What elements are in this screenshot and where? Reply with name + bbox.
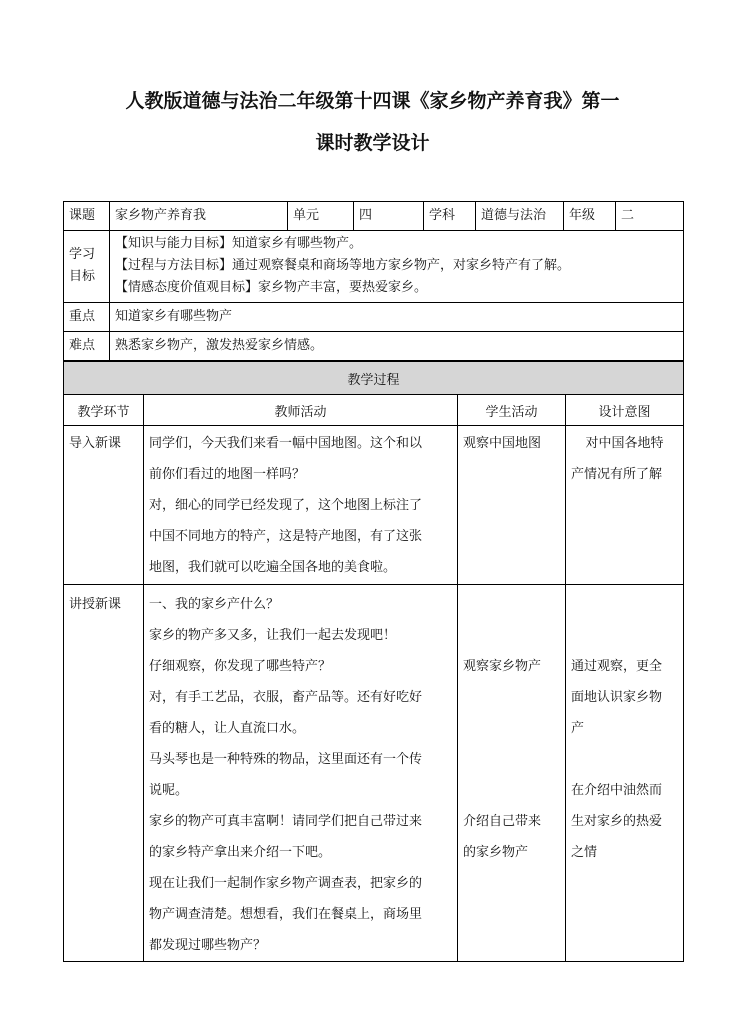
intent-line: 在介绍中油然而 (571, 783, 663, 798)
teacher-line: 前你们看过的地图一样吗？ (149, 467, 306, 482)
student-line: 的家乡物产 (463, 845, 529, 860)
teacher-new-lesson (144, 585, 458, 962)
unit-label: 单元 (288, 202, 354, 231)
difficulty-label: 难点 (64, 332, 110, 361)
grade-label: 年级 (564, 202, 616, 231)
intent-line: 对中国各地特 (585, 436, 664, 451)
teacher-line: 马头琴也是一种特殊的物品，这里面还有一个传 (149, 752, 423, 767)
intent-intro (566, 426, 684, 585)
intent-line: 产 (571, 721, 585, 736)
student-intro (458, 426, 566, 585)
key-point-label: 重点 (64, 303, 110, 332)
teacher-line: 一、我的家乡产什么？ (149, 597, 280, 612)
stage-intro-label: 导入新课 (69, 436, 122, 451)
intent-line: 面地认识家乡物 (571, 690, 663, 705)
topic-label: 课题 (64, 202, 110, 231)
intent-new-lesson (566, 585, 684, 962)
grade-value: 二 (616, 202, 684, 231)
document-title-line1: 人教版道德与法治二年级第十四课《家乡物产养育我》第一 (125, 90, 620, 112)
goals-label (64, 231, 110, 303)
intent-line: 产情况有所了解 (571, 467, 663, 482)
stage-new-lesson (64, 585, 144, 962)
goal-process: 【过程与方法目标】通过观察餐桌和商场等地方家乡物产，对家乡特产有了解。 (115, 258, 571, 273)
stage-intro (64, 426, 144, 585)
goals-content (110, 231, 684, 303)
header-intent: 设计意图 (566, 395, 684, 426)
teacher-line: 家乡的物产多又多，让我们一起去发现吧！ (149, 628, 397, 643)
teacher-line: 的家乡特产拿出来介绍一下吧。 (149, 845, 332, 860)
teacher-line: 对，有手工艺品，衣服，畜产品等。还有好吃好 (149, 690, 423, 705)
header-stage: 教学环节 (64, 395, 144, 426)
lesson-info-table (63, 201, 684, 361)
process-section-title: 教学过程 (64, 362, 684, 395)
student-line: 观察家乡物产 (463, 659, 542, 674)
student-line: 观察中国地图 (463, 436, 542, 451)
student-new-lesson (458, 585, 566, 962)
difficulty-value: 熟悉家乡物产，激发热爱家乡情感。 (110, 332, 684, 361)
subject-label: 学科 (424, 202, 476, 231)
teacher-intro (144, 426, 458, 585)
teacher-line: 都发现过哪些物产？ (149, 938, 267, 953)
teacher-line: 中国不同地方的特产，这是特产地图，有了这张 (149, 529, 423, 544)
header-student: 学生活动 (458, 395, 566, 426)
teacher-line: 现在让我们一起制作家乡物产调查表，把家乡的 (149, 876, 423, 891)
teacher-line: 家乡的物产可真丰富啊！请同学们把自己带过来 (149, 814, 423, 829)
teacher-line: 物产调查清楚。想想看，我们在餐桌上，商场里 (149, 907, 423, 922)
teacher-line: 说呢。 (149, 783, 189, 798)
teacher-line: 仔细观察，你发现了哪些特产？ (149, 659, 332, 674)
intent-line: 之情 (571, 845, 598, 860)
teacher-line: 同学们，今天我们来看一幅中国地图。这个和以 (149, 436, 423, 451)
teacher-line: 对，细心的同学已经发现了，这个地图上标注了 (149, 498, 423, 513)
document-title-line2: 课时教学设计 (315, 132, 430, 154)
header-teacher: 教师活动 (144, 395, 458, 426)
student-line: 介绍自己带来 (463, 814, 542, 829)
unit-value: 四 (354, 202, 424, 231)
teaching-process-table (63, 361, 684, 962)
intent-line: 通过观察，更全 (571, 659, 663, 674)
topic-value: 家乡物产养育我 (110, 202, 288, 231)
key-point-value: 知道家乡有哪些物产 (110, 303, 684, 332)
stage-new-lesson-label: 讲授新课 (69, 597, 122, 612)
teacher-line: 看的糖人，让人直流口水。 (149, 721, 306, 736)
goal-emotion: 【情感态度价值观目标】家乡物产丰富，要热爱家乡。 (115, 280, 428, 295)
goals-label-line2: 目标 (69, 269, 96, 284)
goal-knowledge: 【知识与能力目标】知道家乡有哪些物产。 (115, 236, 363, 251)
teacher-line: 地图，我们就可以吃遍全国各地的美食啦。 (149, 560, 397, 575)
intent-line: 生对家乡的热爱 (571, 814, 663, 829)
goals-label-line1: 学习 (69, 247, 96, 262)
subject-value: 道德与法治 (476, 202, 564, 231)
